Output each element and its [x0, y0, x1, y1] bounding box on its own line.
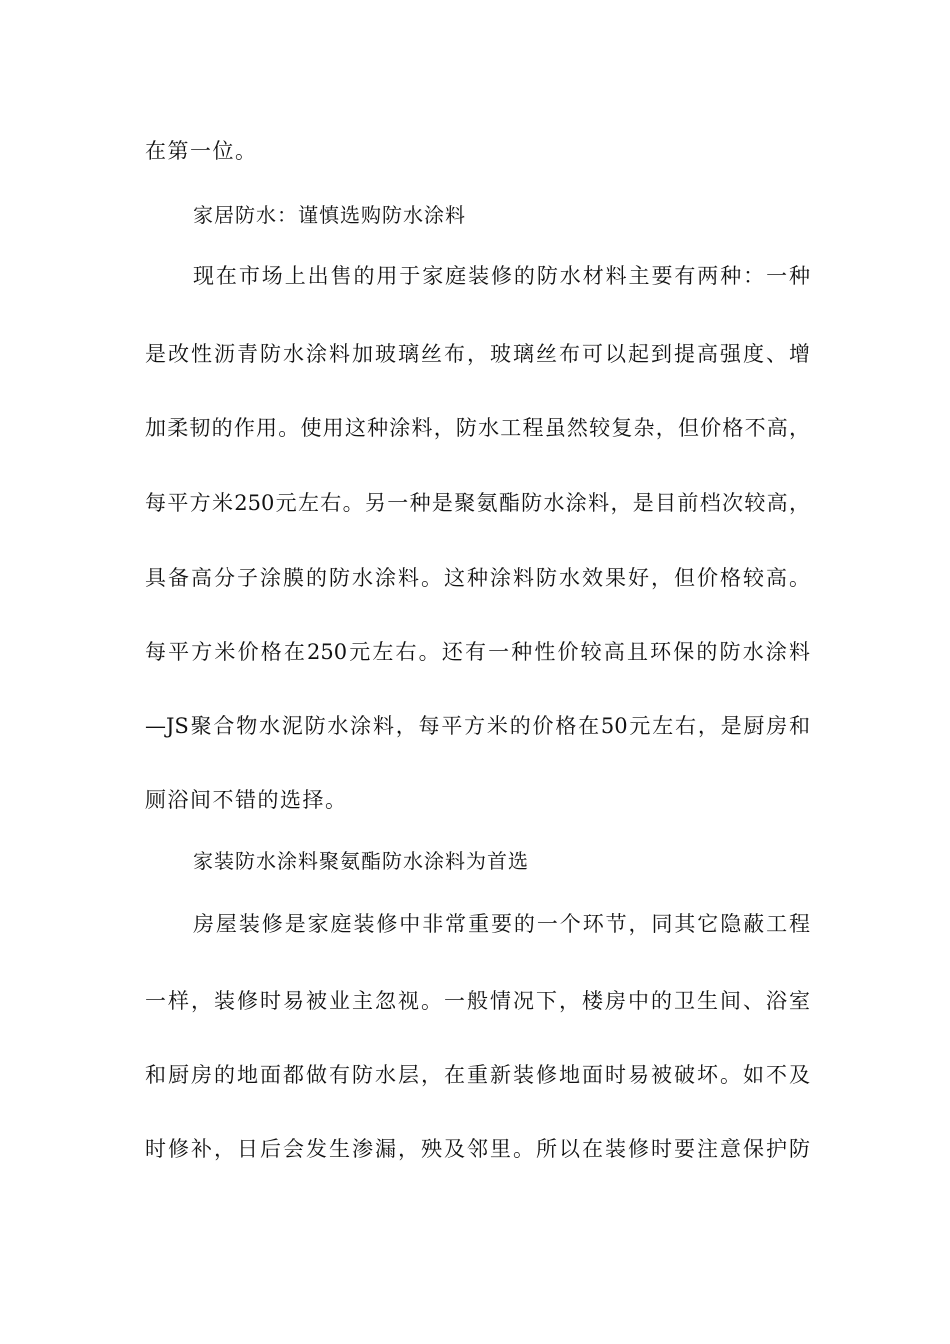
paragraph-line: 和厨房的地面都做有防水层，在重新装修地面时易被破坏。如不及 — [145, 1063, 810, 1087]
paragraph-line: 加柔韧的作用。使用这种涂料，防水工程虽然较复杂，但价格不高， — [145, 416, 810, 440]
paragraph-line: 在第一位。 — [145, 139, 258, 163]
paragraph-line: 时修补，日后会发生渗漏，殃及邻里。所以在装修时要注意保护防 — [145, 1137, 810, 1161]
paragraph-line: 每平方米250元左右。另一种是聚氨酯防水涂料，是目前档次较高， — [145, 491, 810, 515]
section-heading-2: 家装防水涂料聚氨酯防水涂料为首选 — [193, 849, 529, 873]
paragraph-line: 是改性沥青防水涂料加玻璃丝布，玻璃丝布可以起到提高强度、增 — [145, 342, 810, 366]
paragraph-line: 现在市场上出售的用于家庭装修的防水材料主要有两种：一种 — [193, 264, 810, 288]
paragraph-line: 一样，装修时易被业主忽视。一般情况下，楼房中的卫生间、浴室 — [145, 989, 810, 1013]
paragraph-line: 每平方米价格在250元左右。还有一种性价较高且环保的防水涂料 — [145, 640, 810, 664]
paragraph-line: 厕浴间不错的选择。 — [145, 788, 348, 812]
section-heading-1: 家居防水：谨慎选购防水涂料 — [193, 203, 466, 227]
paragraph-line: 具备高分子涂膜的防水涂料。这种涂料防水效果好，但价格较高。 — [145, 566, 810, 590]
paragraph-line: —JS聚合物水泥防水涂料，每平方米的价格在50元左右，是厨房和 — [145, 714, 810, 738]
paragraph-line: 房屋装修是家庭装修中非常重要的一个环节，同其它隐蔽工程 — [193, 912, 810, 936]
